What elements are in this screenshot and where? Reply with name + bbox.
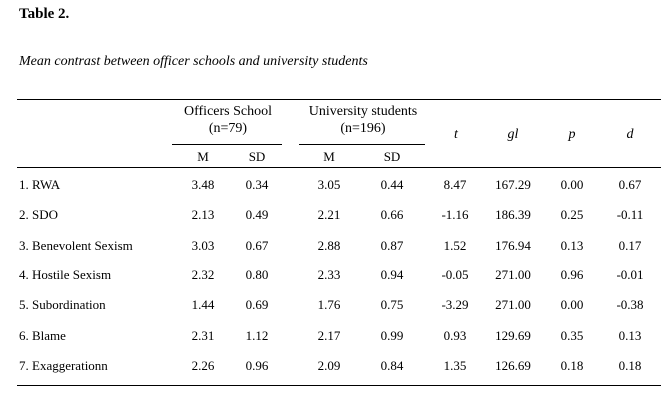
- row-label: 3. Benevolent Sexism: [19, 238, 133, 253]
- subheader-rule: [17, 167, 661, 168]
- university-group-rule: [299, 144, 425, 145]
- table-cell: 271.00: [495, 267, 531, 282]
- table-cell: 1.44: [191, 297, 215, 312]
- officers-sd-header: SD: [248, 149, 266, 164]
- table-cell: 1.76: [317, 297, 341, 312]
- row-label: 7. Exaggerationn: [19, 358, 108, 373]
- table-cell: 0.35: [560, 328, 584, 343]
- university-group-header: [309, 103, 418, 137]
- table-cell: 2.88: [317, 238, 341, 253]
- table-cell: -0.11: [616, 207, 644, 222]
- table-cell: 2.31: [191, 328, 215, 343]
- table-cell: 2.33: [317, 267, 341, 282]
- table-cell: 2.17: [317, 328, 341, 343]
- table-title: Table 2.: [19, 6, 70, 22]
- table-cell: -1.16: [441, 207, 469, 222]
- table-cell: 0.87: [380, 238, 404, 253]
- table-cell: 186.39: [495, 207, 531, 222]
- table-cell: 167.29: [495, 177, 531, 192]
- table-cell: 0.75: [380, 297, 404, 312]
- table-cell: 0.84: [380, 358, 404, 373]
- table-cell: -0.01: [616, 267, 644, 282]
- d-header: d: [626, 127, 634, 142]
- officers-group-header: [184, 103, 272, 137]
- table-cell: 176.94: [495, 238, 531, 253]
- table-cell: 271.00: [495, 297, 531, 312]
- table-cell: 0.67: [245, 238, 269, 253]
- table-cell: 0.18: [618, 358, 642, 373]
- officers-m-header: M: [197, 149, 209, 164]
- table-cell: 0.96: [245, 358, 269, 373]
- table-cell: 1.12: [245, 328, 269, 343]
- table-cell: 2.09: [317, 358, 341, 373]
- table-cell: 0.44: [380, 177, 404, 192]
- top-rule: [17, 99, 661, 100]
- table-cell: 0.17: [618, 238, 642, 253]
- table-cell: 2.26: [191, 358, 215, 373]
- table-cell: 0.13: [560, 238, 584, 253]
- p-header: p: [568, 127, 576, 142]
- university-sd-header: SD: [383, 149, 401, 164]
- table-cell: 2.21: [317, 207, 341, 222]
- table-cell: 0.93: [443, 328, 467, 343]
- table-cell: 0.66: [380, 207, 404, 222]
- table-cell: 0.67: [618, 177, 642, 192]
- table-subtitle: Mean contrast between officer schools and university students: [19, 54, 368, 69]
- table-cell: 0.18: [560, 358, 584, 373]
- row-label: 4. Hostile Sexism: [19, 267, 112, 282]
- university-group-n: (n=196): [340, 121, 386, 136]
- table-cell: 0.13: [618, 328, 642, 343]
- table-cell: 0.25: [560, 207, 584, 222]
- university-m-header: M: [323, 149, 335, 164]
- table-cell: 0.00: [560, 297, 584, 312]
- table-cell: 0.00: [560, 177, 584, 192]
- row-label: 5. Subordination: [19, 297, 106, 312]
- t-header: t: [454, 127, 458, 142]
- table-cell: 1.35: [443, 358, 467, 373]
- table-cell: 1.52: [443, 238, 467, 253]
- table-cell: 129.69: [495, 328, 531, 343]
- officers-group-name: Officers School: [184, 104, 272, 119]
- table-cell: 8.47: [443, 177, 467, 192]
- table-cell: 0.34: [245, 177, 269, 192]
- table-cell: -0.05: [441, 267, 469, 282]
- table-cell: 0.99: [380, 328, 404, 343]
- table-cell: 2.13: [191, 207, 215, 222]
- table-cell: -3.29: [441, 297, 469, 312]
- table-cell: 0.49: [245, 207, 269, 222]
- row-label: 6. Blame: [19, 328, 66, 343]
- table-cell: 3.48: [191, 177, 215, 192]
- table-cell: 0.69: [245, 297, 269, 312]
- gl-header: gl: [507, 127, 519, 142]
- table-cell: 2.32: [191, 267, 215, 282]
- row-label: 2. SDO: [19, 207, 59, 222]
- officers-group-n: (n=79): [208, 121, 248, 136]
- table-cell: -0.38: [616, 297, 644, 312]
- table-cell: 0.94: [380, 267, 404, 282]
- table-cell: 126.69: [495, 358, 531, 373]
- table-cell: 3.05: [317, 177, 341, 192]
- officers-group-rule: [172, 144, 282, 145]
- row-label: 1. RWA: [19, 177, 61, 192]
- university-group-name: University students: [308, 104, 418, 119]
- table-cell: 0.80: [245, 267, 269, 282]
- bottom-rule: [17, 385, 661, 386]
- table-cell: 0.96: [560, 267, 584, 282]
- table-cell: 3.03: [191, 238, 215, 253]
